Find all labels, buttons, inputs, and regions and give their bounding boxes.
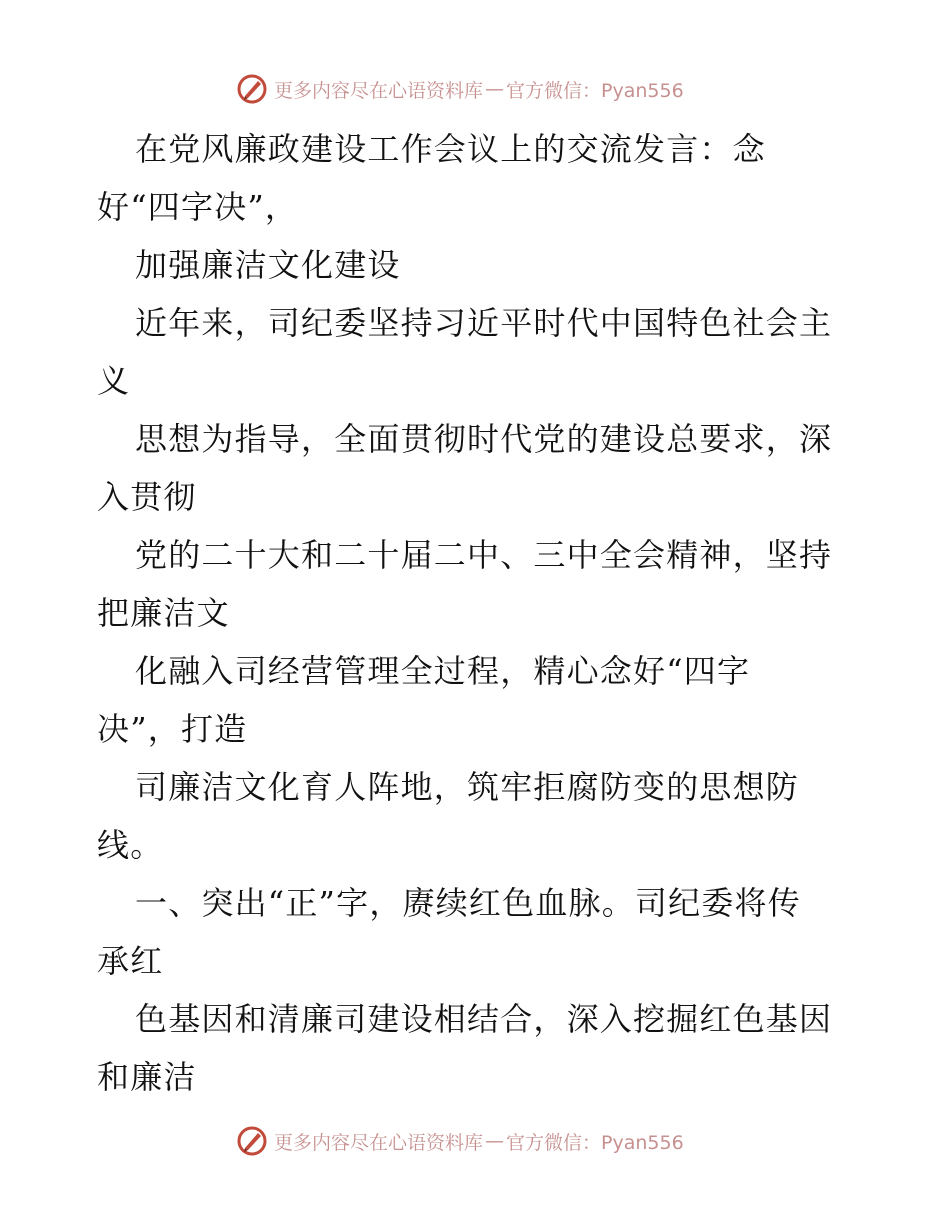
pen-logo-icon — [236, 1125, 268, 1157]
document-line: 一、突出“正”字，赓续红色血脉。司纪委将传 — [135, 884, 801, 922]
document-body — [97, 120, 857, 1106]
watermark-suffix: 官方微信：Pyan556 — [506, 79, 684, 102]
document-line: 把廉洁文 — [97, 594, 230, 632]
document-line: 在党风廉政建设工作会议上的交流发言：念 — [135, 130, 766, 168]
document-line: 党的二十大和二十届二中、三中全会精神，坚持 — [135, 536, 833, 574]
watermark-separator: — — [485, 78, 505, 100]
watermark-text: 更多内容尽在心语资料库 — [274, 1131, 484, 1154]
pen-logo-icon — [236, 73, 268, 105]
document-line: 色基因和清廉司建设相结合，深入挖掘红色基因 — [135, 1000, 833, 1038]
document-line: 化融入司经营管理全过程，精心念好“四字 — [135, 652, 751, 690]
document-line: 和廉洁 — [97, 1058, 197, 1096]
document-line: 思想为指导，全面贯彻时代党的建设总要求，深 — [135, 420, 833, 458]
document-line: 司廉洁文化育人阵地，筑牢拒腐防变的思想防 — [135, 768, 800, 806]
watermark-separator: — — [485, 1130, 505, 1152]
document-line: 入贯彻 — [97, 478, 197, 516]
document-line: 决”，打造 — [97, 710, 248, 748]
header-watermark — [236, 72, 756, 106]
document-line: 好“四字决”， — [97, 188, 299, 226]
watermark-text: 更多内容尽在心语资料库 — [274, 79, 484, 102]
document-line: 近年来，司纪委坚持习近平时代中国特色社会主 — [135, 304, 833, 342]
document-line: 线。 — [97, 826, 164, 864]
document-line: 承红 — [97, 942, 164, 980]
document-line: 加强廉洁文化建设 — [135, 246, 401, 284]
watermark-suffix: 官方微信：Pyan556 — [506, 1131, 684, 1154]
document-line: 义 — [97, 362, 131, 400]
footer-watermark — [236, 1124, 756, 1158]
